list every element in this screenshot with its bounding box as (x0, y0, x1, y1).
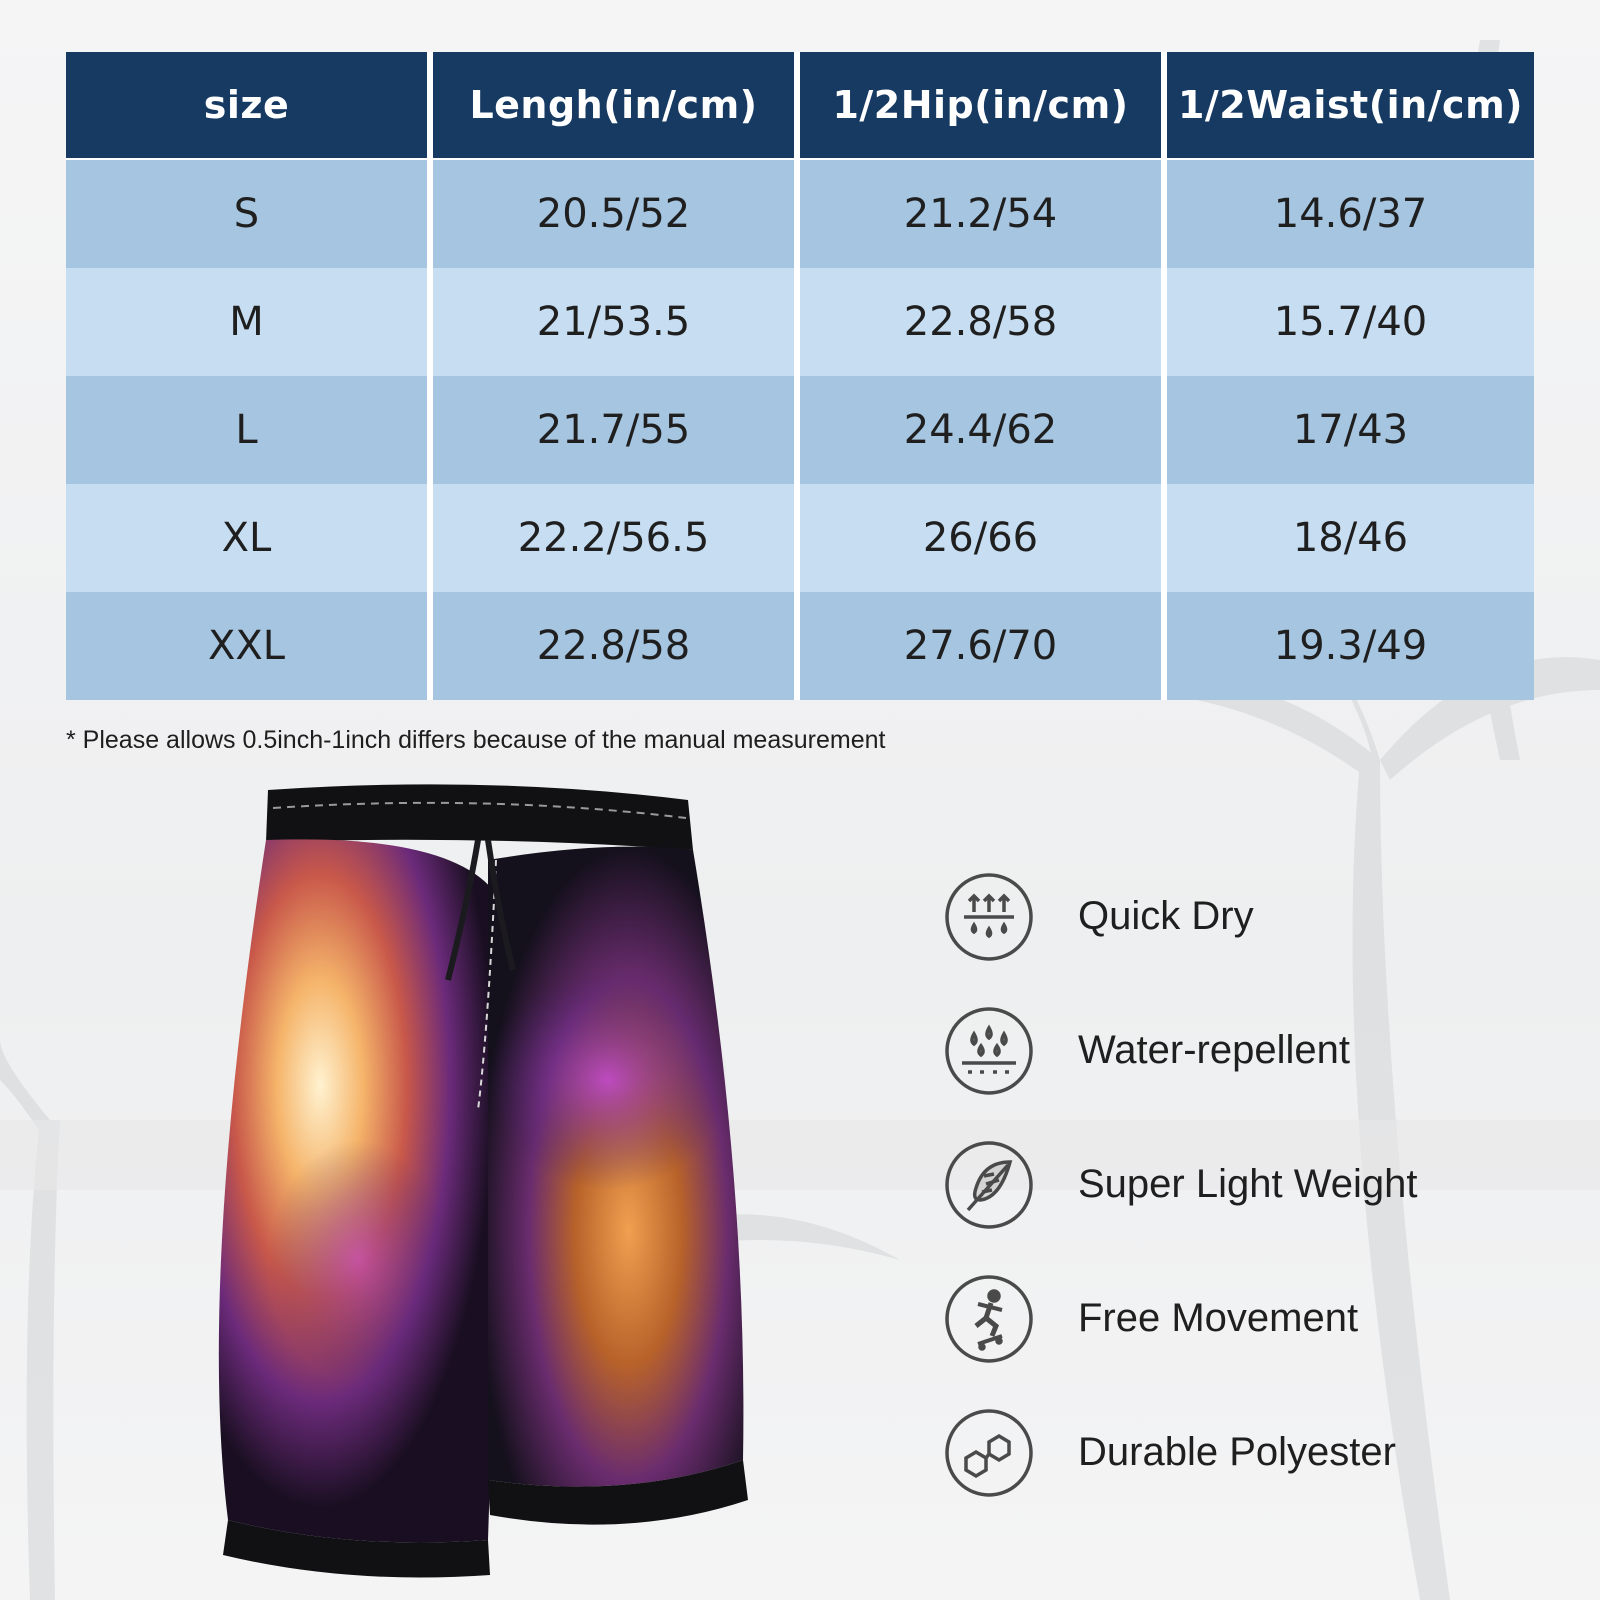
length-cell: 22.2/56.5 (433, 484, 800, 592)
waist-cell: 17/43 (1167, 376, 1534, 484)
feature-label: Quick Dry (1078, 894, 1254, 938)
measurement-note: * Please allows 0.5inch-1inch differs because of the manual measurement (66, 726, 886, 754)
feature-label: Super Light Weight (1078, 1162, 1418, 1206)
size-chart-table (66, 52, 1534, 700)
length-cell: 20.5/52 (433, 160, 800, 268)
feature-item-free-movement (944, 1274, 1564, 1366)
table-row (66, 592, 1534, 700)
feature-item-water-repellent (944, 1006, 1564, 1098)
length-cell: 21/53.5 (433, 268, 800, 376)
size-cell: M (66, 268, 433, 376)
water-repellent-icon (944, 1006, 1034, 1096)
quick-dry-icon (944, 872, 1034, 962)
molecule-icon (944, 1408, 1034, 1498)
length-cell: 22.8/58 (433, 592, 800, 700)
shorts-product-image (188, 780, 768, 1580)
feature-label: Durable Polyester (1078, 1430, 1396, 1474)
hip-cell: 26/66 (800, 484, 1167, 592)
hip-cell: 24.4/62 (800, 376, 1167, 484)
column-header-length: Lengh(in/cm) (433, 52, 800, 160)
column-header-waist: 1/2Waist(in/cm) (1167, 52, 1534, 160)
table-row (66, 268, 1534, 376)
waist-cell: 14.6/37 (1167, 160, 1534, 268)
waist-cell: 15.7/40 (1167, 268, 1534, 376)
feature-item-durable-polyester (944, 1408, 1564, 1500)
hip-cell: 22.8/58 (800, 268, 1167, 376)
table-header-row (66, 52, 1534, 160)
feature-list (944, 872, 1564, 1542)
column-header-size: size (66, 52, 433, 160)
feature-label: Free Movement (1078, 1296, 1359, 1340)
feather-icon (944, 1140, 1034, 1230)
size-cell: L (66, 376, 433, 484)
skateboarder-icon (944, 1274, 1034, 1364)
table-row (66, 160, 1534, 268)
length-cell: 21.7/55 (433, 376, 800, 484)
feature-item-quick-dry (944, 872, 1564, 964)
size-cell: S (66, 160, 433, 268)
size-cell: XXL (66, 592, 433, 700)
feature-item-light-weight (944, 1140, 1564, 1232)
size-cell: XL (66, 484, 433, 592)
column-header-hip: 1/2Hip(in/cm) (800, 52, 1167, 160)
table-row (66, 376, 1534, 484)
feature-label: Water-repellent (1078, 1028, 1350, 1072)
waist-cell: 19.3/49 (1167, 592, 1534, 700)
hip-cell: 21.2/54 (800, 160, 1167, 268)
table-row (66, 484, 1534, 592)
waist-cell: 18/46 (1167, 484, 1534, 592)
hip-cell: 27.6/70 (800, 592, 1167, 700)
